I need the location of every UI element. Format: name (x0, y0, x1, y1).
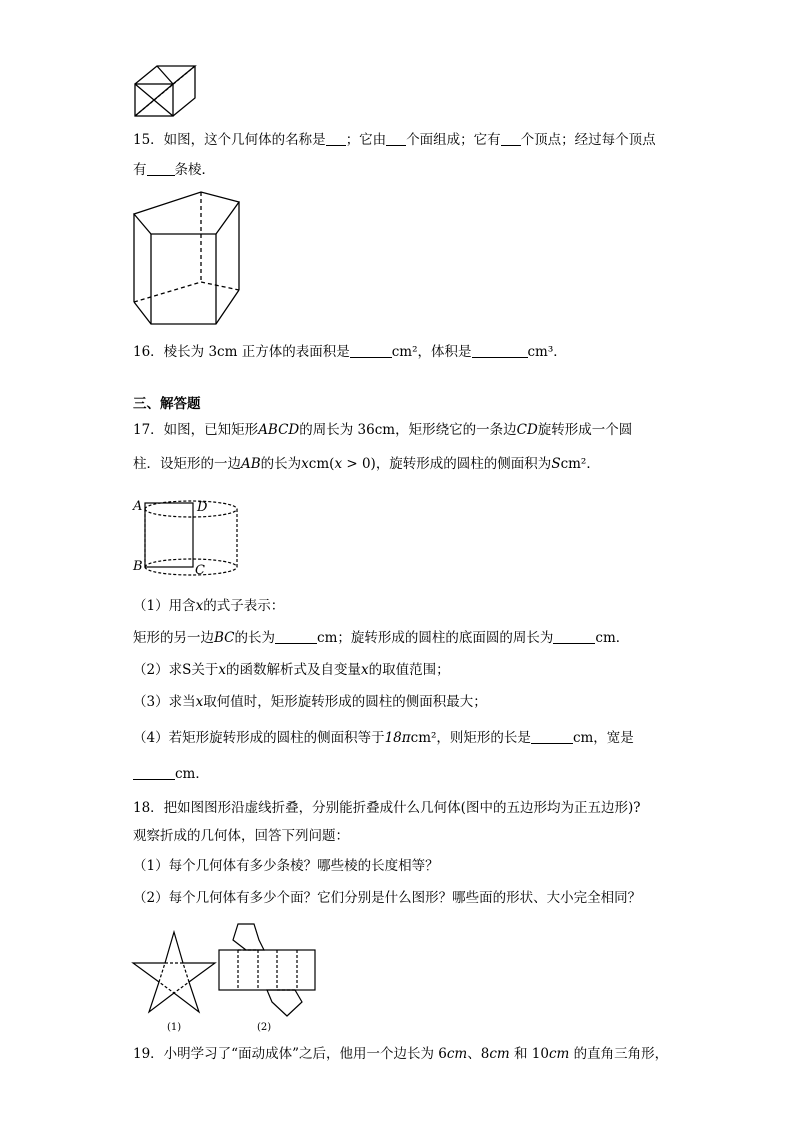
q17-text: 的函数解析式及自变量 (225, 662, 361, 678)
q18-line2 (133, 826, 349, 846)
q19-text: 19．小明学习了“面动成体”之后，他用一个边长为 6 (133, 1046, 447, 1062)
q16-text: ，体积是 (417, 344, 472, 360)
q16-line (133, 342, 567, 362)
q17-text: 的取值范围； (368, 662, 450, 678)
q17-var: x (195, 598, 204, 614)
q18-line1 (133, 798, 640, 818)
q19-unit: cm (489, 1046, 510, 1062)
q17-text: 的式子表示： (203, 598, 285, 614)
q15-text: 个顶点；经过每个顶点 (520, 132, 656, 148)
q17-line2 (133, 454, 600, 474)
q17-var: x (218, 662, 226, 678)
q17-var: x (301, 456, 309, 472)
q18-text: （2）每个几何体有多少个面？它们分别是什么图形？哪些面的形状、大小完全相同？ (133, 890, 642, 906)
q18-p2 (133, 888, 641, 908)
q15-line2 (133, 160, 215, 180)
caption-2: (2) (257, 1022, 272, 1033)
q17-text: （4）若矩形旋转形成的圆柱的侧面积等于 (133, 730, 385, 746)
q15-blank-vertices[interactable] (501, 131, 521, 146)
q17-var: 18π (384, 730, 411, 746)
q17-blank-length[interactable] (531, 729, 573, 744)
q17-text: 旋转形成一个圆 (537, 422, 633, 438)
label-D: D (197, 500, 208, 515)
cube-figure (133, 64, 197, 120)
q18-text: （1）每个几何体有多少条棱？哪些棱的长度相等？ (133, 858, 439, 874)
q17-text: （3）求当 (133, 694, 196, 710)
q19-text: 和 10 (509, 1046, 549, 1062)
q17-var: CD (516, 422, 538, 438)
q17-text: cm． (595, 630, 630, 646)
q19-unit: cm (446, 1046, 468, 1062)
q18-text: 18．把如图图形沿虚线折叠，分别能折叠成什么几何体(图中的五边形均为正五边形)? (133, 800, 641, 816)
q17-var: x (195, 694, 204, 710)
q17-text: cm²，则矩形的长是 (410, 730, 531, 746)
q17-text: 的长为 (234, 630, 276, 646)
q19-unit: cm (548, 1046, 570, 1062)
q17-line1 (133, 420, 632, 440)
q17-blank-bc[interactable] (275, 629, 317, 644)
q18-text: 观察折成的几何体，回答下列问题： (133, 828, 349, 844)
q17-text: （1）用含 (133, 598, 196, 614)
q17-text: （2）求S关于 (133, 662, 219, 678)
q16-text: 16．棱长为 3cm 正方体的表面积是 (133, 344, 350, 360)
q15-text: 有 (133, 162, 147, 178)
q15-blank-name[interactable] (326, 131, 346, 146)
q17-var: ABCD (258, 422, 300, 438)
q15-text: ；它由 (345, 132, 387, 148)
label-B: B (133, 559, 143, 574)
q16-text: ． (553, 344, 567, 360)
q17-text: 取何值时，矩形旋转形成的圆柱的侧面积最大； (203, 694, 487, 710)
section-title: 三、解答题 (133, 396, 201, 412)
q15-text: 个面组成；它有 (406, 132, 501, 148)
q17-text: > 0)，旋转形成的圆柱的侧面积为 (342, 456, 552, 472)
q19-text: 、8 (467, 1046, 490, 1062)
prism-net-figure (217, 918, 317, 1034)
q17-var: x (334, 456, 343, 472)
caption-1: (1) (167, 1022, 182, 1033)
q17-text: cm( (308, 456, 335, 472)
q17-text: cm． (175, 766, 209, 782)
label-C: C (195, 563, 205, 578)
pentagonal-prism-figure (133, 190, 245, 328)
q17-var: BC (214, 630, 235, 646)
q17-p4 (133, 728, 634, 748)
q17-text: 柱．设矩形的一边 (133, 456, 241, 472)
q17-p2 (133, 660, 450, 680)
label-A: A (133, 499, 143, 514)
q15-text: 15．如图，这个几何体的名称是 (133, 132, 326, 148)
q18-p1 (133, 856, 439, 876)
q17-var: AB (241, 456, 261, 472)
q17-p1-line2 (133, 628, 629, 648)
q17-var: S (551, 456, 561, 472)
q15-text: 条棱． (174, 162, 215, 178)
q17-var: x (360, 662, 369, 678)
q17-text: 17．如图，已知矩形 (133, 422, 259, 438)
q17-text: 的周长为 36cm，矩形绕它的一条边 (299, 422, 517, 438)
q17-p4-line2 (133, 764, 209, 784)
q16-unit: cm² (391, 344, 418, 360)
q17-text: 矩形的另一边 (133, 630, 214, 646)
q17-text: 的长为 (260, 456, 302, 472)
star-net-figure (133, 930, 217, 1034)
q16-unit: cm³ (527, 344, 554, 360)
q15-blank-faces[interactable] (386, 131, 406, 146)
q17-text: cm；旋转形成的圆柱的底面圆的周长为 (317, 630, 554, 646)
q15-blank-edges[interactable] (147, 161, 175, 176)
q15-line1 (133, 130, 656, 150)
q16-blank-area[interactable] (350, 343, 392, 358)
q17-text: cm²． (560, 456, 600, 472)
q19-text: 的直角三角形， (569, 1046, 669, 1062)
q19-line1 (133, 1044, 668, 1064)
q17-blank-circumference[interactable] (553, 629, 595, 644)
q17-p1 (133, 596, 284, 616)
cylinder-figure (133, 494, 243, 580)
q17-blank-width[interactable] (133, 765, 175, 780)
q17-p3 (133, 692, 487, 712)
q16-blank-volume[interactable] (472, 343, 528, 358)
section-heading (133, 394, 201, 414)
q17-text: cm，宽是 (572, 730, 634, 746)
